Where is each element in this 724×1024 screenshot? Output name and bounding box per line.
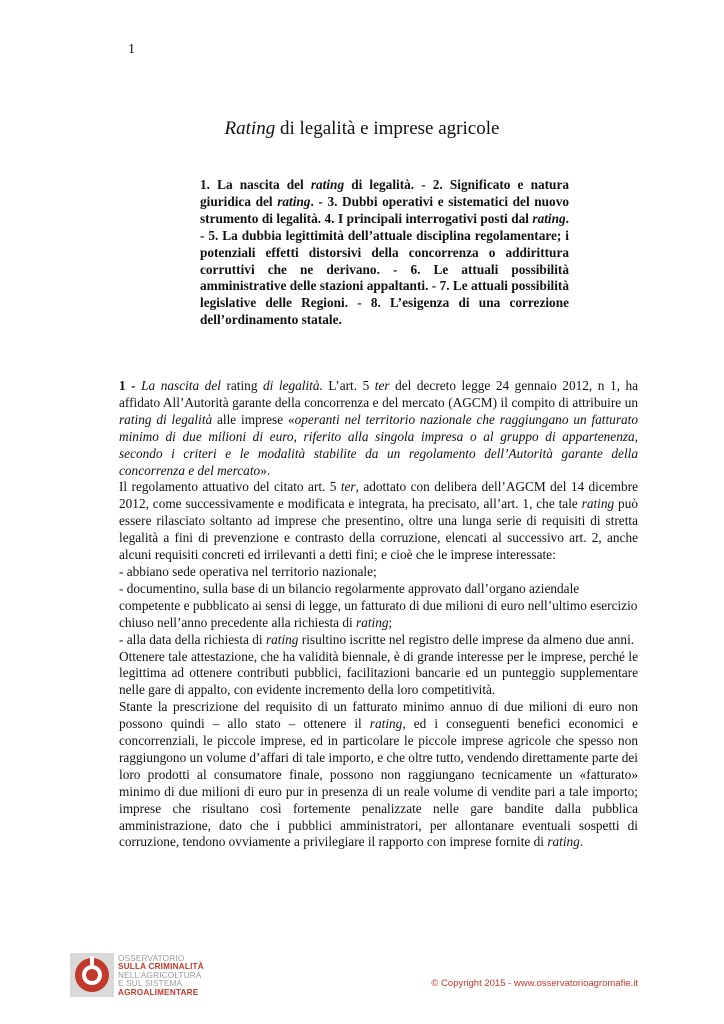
text-run: alle imprese « — [212, 411, 295, 427]
text-run: operanti nel territorio nazionale che raggiungano un fatturato minimo di due milioni di euro, riferito alla singola impresa o al gruppo di appartenenza, secondo i criteri e le modalità stabilite da un regolamento dell’Autorità garante della concorrenza e del mercato — [119, 411, 638, 478]
text-run: di legalità. — [263, 378, 323, 393]
text-run: , ed i conseguenti benefici economici e concorrenziali, le piccole imprese, ed in particolare le piccole imprese agricole che spesso non raggiungono un volume d’affari di tale importo, e che oltre tutto, vendendo direttamente parte dei loro prodotti al consumatore finale, possono non raggiungano tecnicamente un «fatturato» minimo di due milioni di euro pur in presenza di un reale volume di vendite pari a tale importo; imprese che risultano così fortemente penalizzate nelle gare bandite dalla pubblica amministrazione, dato che i pubblici amministratori, per allontanare eventuali sospetti di corruzione, tendono ovviamente a privilegiare il rapporto con imprese fornite di — [119, 716, 638, 850]
list-item — [119, 632, 638, 649]
logo-text-line: E SUL SISTEMA — [118, 979, 183, 989]
text-run: del decreto legge 24 gennaio 2012, n 1, ha affidato All’Autorità garante della concorrenza e del mercato (AGCM) il compito di attribuire un — [119, 378, 638, 410]
text-run: . - 3. Dubbi operativi e sistematici del nuovo strumento di legalità. 4. I principali interrogativi posti dal — [200, 193, 569, 226]
logo-text-line: SULLA CRIMINALITÀ — [118, 962, 204, 972]
list-item — [119, 581, 638, 632]
text-run: rating — [277, 193, 311, 209]
text-run: può essere rilasciato soltanto ad imprese che presentino, oltre una lunga serie di requisiti di stretta legalità a fini di prevenzione e contrasto della corruzione, elencati al successivo art. 2, anche alcuni requisiti concreti ed irrilevanti a detti fini; e cioè che le imprese interessate: — [119, 496, 638, 563]
logo-text-line: AGROALIMENTARE — [118, 987, 199, 997]
text-run: rating di legalità — [119, 411, 213, 427]
paragraph — [119, 479, 638, 564]
text-run: 1. La nascita del — [200, 177, 311, 192]
text-run: Ottenere tale attestazione, che ha validità biennale, è di grande interesse per le imprese, perché le legittima ad ottenere contributi pubblici, facilitazioni bancarie ed un punteggio supplementare nelle gare di appalto, con evidente incremento della loro competitività. — [119, 648, 638, 698]
text-run: - alla data della richiesta di — [119, 631, 266, 647]
title-rest: di legalità e imprese agricole — [275, 118, 500, 139]
text-run: ter — [374, 378, 390, 393]
paragraph — [119, 378, 638, 479]
observatory-logo-icon — [70, 953, 114, 997]
text-run: rating — [310, 177, 345, 192]
text-run: rating — [581, 496, 615, 512]
text-run: - abbiano sede operativa nel territorio nazionale; — [119, 563, 377, 579]
text-run: 1 - — [119, 378, 142, 393]
title-italic: Rating — [224, 118, 276, 139]
text-run: Il regolamento attuativo del citato art. 5 — [119, 479, 341, 495]
observatory-logo — [70, 953, 220, 1003]
list-item — [119, 564, 638, 581]
table-of-contents — [200, 177, 569, 329]
logo-text-line: OSSERVATORIO — [118, 954, 185, 963]
text-run: rating — [532, 210, 566, 226]
text-run: rating — [265, 631, 299, 647]
text-run: L’art. 5 — [322, 378, 375, 393]
text-run: . — [579, 834, 584, 850]
text-run: rating — [547, 834, 580, 850]
text-run: , adottato con delibera dell’AGCM del 14 dicembre 2012, come successivamente e modificata e integrata, ha precisato, all’art. 1, che tale — [119, 479, 638, 512]
logo-text — [118, 955, 204, 997]
text-run: Stante la prescrizione del requisito di un fatturato minimo annuo di due milioni di euro non possono quindi – allo stato – ottenere il — [119, 699, 638, 732]
text-run: ; — [388, 614, 393, 630]
article-body — [119, 378, 638, 851]
paragraph — [119, 699, 638, 851]
text-run: risultino iscritte nel registro delle imprese da almeno due anni. — [298, 631, 635, 647]
text-run: . - 5. La dubbia legittimità dell’attuale disciplina regolamentare; i potenziali effetti distorsivi della concorrenza o addirittura corruttivi che ne derivano. - 6. Le attuali possibilità amministrative delle stazioni appaltanti. - 7. Le attuali possibilità legislative delle Regioni. - 8. L’esigenza di una correzione dell’ordinamento statale. — [200, 210, 569, 328]
text-run: ». — [260, 462, 271, 478]
text-run: ter — [340, 479, 356, 495]
document-title — [0, 118, 724, 140]
logo-text-line: NELL’AGRICOLTURA — [118, 970, 202, 980]
copyright-notice: © Copyright 2015 - www.osservatorioagromafie.it — [431, 978, 638, 989]
text-run: La nascita del — [141, 378, 221, 393]
text-run: di legalità. - 2. Significato e natura giuridica del — [200, 177, 569, 209]
paragraph — [119, 649, 638, 700]
page-number: 1 — [128, 42, 135, 57]
text-run: rating — [220, 378, 264, 393]
text-run: - documentino, sulla base di un bilancio regolarmente approvato dall’organo aziendale competente e pubblicato ai sensi di legge, un fatturato di due milioni di euro nell’ultimo esercizio chiuso nell’anno precedente alla richiesta di — [119, 580, 638, 630]
text-run: rating — [369, 716, 403, 732]
text-run: rating — [356, 614, 389, 630]
